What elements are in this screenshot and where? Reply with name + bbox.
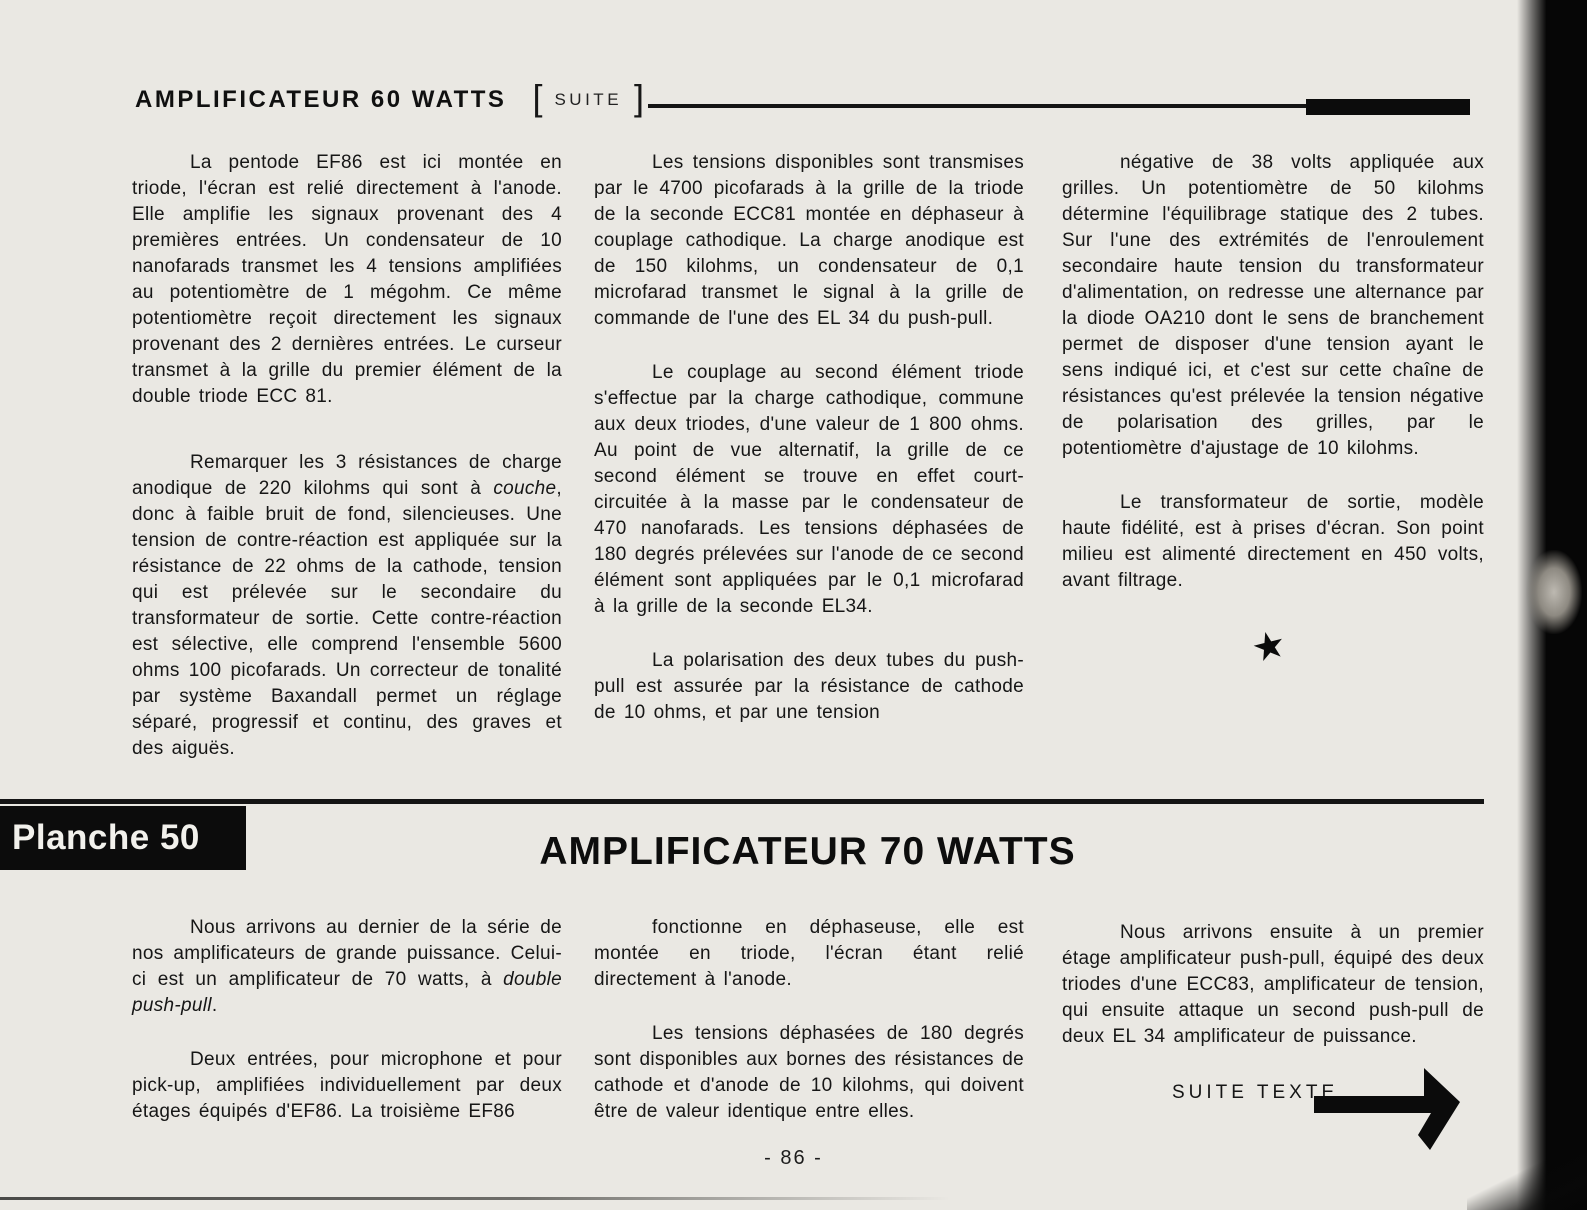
column-2-60w — [594, 150, 1024, 726]
article-60w-header: AMPLIFICATEUR 60 WATTS [ SUITE ] — [135, 77, 645, 118]
column-3-60w — [1062, 150, 1484, 594]
paragraph: Les tensions déphasées de 180 degrés sont disponibles aux bornes des résistances de cathode et d'anode de 10 kilohms, qui doivent être de valeur identique entre elles. — [594, 1023, 1024, 1122]
star-icon: ★ — [1247, 622, 1291, 672]
paragraph-text: , donc à faible bruit de fond, silencieuses. Une tension de contre-réaction est appliquée sur la résistance de 22 ohms de la cathode, tension qui est prélevée sur le secondaire du transformateur de sortie. Cette contre-réaction est sélective, elle comprend l'ensemble 5600 ohms 100 picofarads. Un correcteur de tonalité par système Baxandall permet un réglage séparé, progressif et continu, des graves et des aiguës. — [132, 478, 562, 759]
column-1-70w — [132, 915, 562, 1125]
emphasis-text: couche — [493, 478, 557, 499]
paragraph — [132, 450, 562, 762]
scan-corner-shadow — [1467, 1150, 1587, 1210]
paragraph: La polarisation des deux tubes du push-pull est assurée par la résistance de cathode de 10 ohms, et par une tension — [594, 650, 1024, 723]
paragraph-text: Nous arrivons au dernier de la série de nos amplificateurs de grande puissance. Celui-ci est un amplificateur de 70 watts, à — [132, 917, 562, 990]
article-60w-title: AMPLIFICATEUR 60 WATTS — [135, 86, 507, 113]
column-3-70w — [1062, 920, 1484, 1050]
header-rule-end-bar — [1306, 99, 1470, 115]
section-divider-rule — [0, 799, 1484, 804]
article-70w-title: AMPLIFICATEUR 70 WATTS — [539, 830, 1076, 873]
emphasis-text: double push-pull — [132, 969, 562, 1016]
paragraph: fonctionne en déphaseuse, elle est montée en triode, l'écran étant relié directement à l'anode. — [594, 917, 1024, 990]
scan-edge-highlight — [1526, 550, 1582, 634]
paragraph-text: Remarquer les 3 résistances de charge anodique de 220 kilohms qui sont à — [132, 452, 562, 499]
suite-label: SUITE — [554, 90, 623, 109]
paragraph — [132, 915, 562, 1019]
column-1-60w — [132, 150, 562, 762]
paragraph: La pentode EF86 est ici montée en triode, l'écran est relié directement à l'anode. Elle amplifie les signaux provenant des 4 premières entrées. Un condensateur de 10 nanofarads transmet les 4 tensions amplifiées au potentiomètre de 1 mégohm. Ce même potentiomètre reçoit directement les signaux provenant des 2 dernières entrées. Le curseur transmet à la grille du premier élément de la double triode ECC 81. — [132, 152, 562, 407]
paragraph: Les tensions disponibles sont transmises par le 4700 picofarads à la grille de la triode de la seconde ECC81 montée en déphaseur à couplage cathodique. La charge anodique est de 150 kilohms, un condensateur de 0,1 microfarad transmet le signal à la grille de commande de l'une des EL 34 du push-pull. — [594, 152, 1024, 329]
planche-50-banner: Planche 50 — [0, 806, 246, 870]
paragraph: Le transformateur de sortie, modèle haute fidélité, est à prises d'écran. Son point milieu est alimenté directement en 450 volts, avant filtrage. — [1062, 492, 1484, 591]
paragraph: négative de 38 volts appliquée aux grilles. Un potentiomètre de 50 kilohms détermine l'équilibrage statique des 2 tubes. Sur l'une des extrémités de l'enroulement secondaire haute tension du transformateur d'alimentation, on redresse une alternance par la diode OA210 dont le sens de branchement permet de disposer d'une tension ayant le sens indiqué ici, et c'est sur cette chaîne de résistances qu'est prélevée la tension négative de polarisation des grilles, par le potentiomètre d'ajustage de 10 kilohms. — [1062, 152, 1484, 459]
suite-arrow-icon — [1312, 1056, 1464, 1152]
paragraph-text: . — [211, 995, 218, 1016]
page-number: - 86 - — [764, 1147, 823, 1169]
paragraph: Le couplage au second élément triode s'effectue par la charge cathodique, commune aux deux triodes, d'une valeur de 1 800 ohms. Au point de vue alternatif, la grille de ce second élément se trouve en effet court-circuitée à la masse par le condensateur de 470 nanofarads. Les tensions déphasées de 180 degrés prélevées sur l'anode de ce second élément sont appliquées par le 0,1 microfarad à la grille de la seconde EL34. — [594, 362, 1024, 617]
page-bottom-edge — [0, 1197, 950, 1200]
suite-texte-label: SUITE TEXTE — [1172, 1082, 1339, 1103]
column-2-70w — [594, 915, 1024, 1125]
paragraph: Nous arrivons ensuite à un premier étage amplificateur push-pull, équipé des deux triodes d'une ECC83, amplificateur de tension, qui ensuite attaque un second push-pull de deux EL 34 amplificateur de puissance. — [1062, 922, 1484, 1047]
paragraph: Deux entrées, pour microphone et pour pick-up, amplifiées individuellement par deux étages équipés d'EF86. La troisième EF86 — [132, 1049, 562, 1122]
